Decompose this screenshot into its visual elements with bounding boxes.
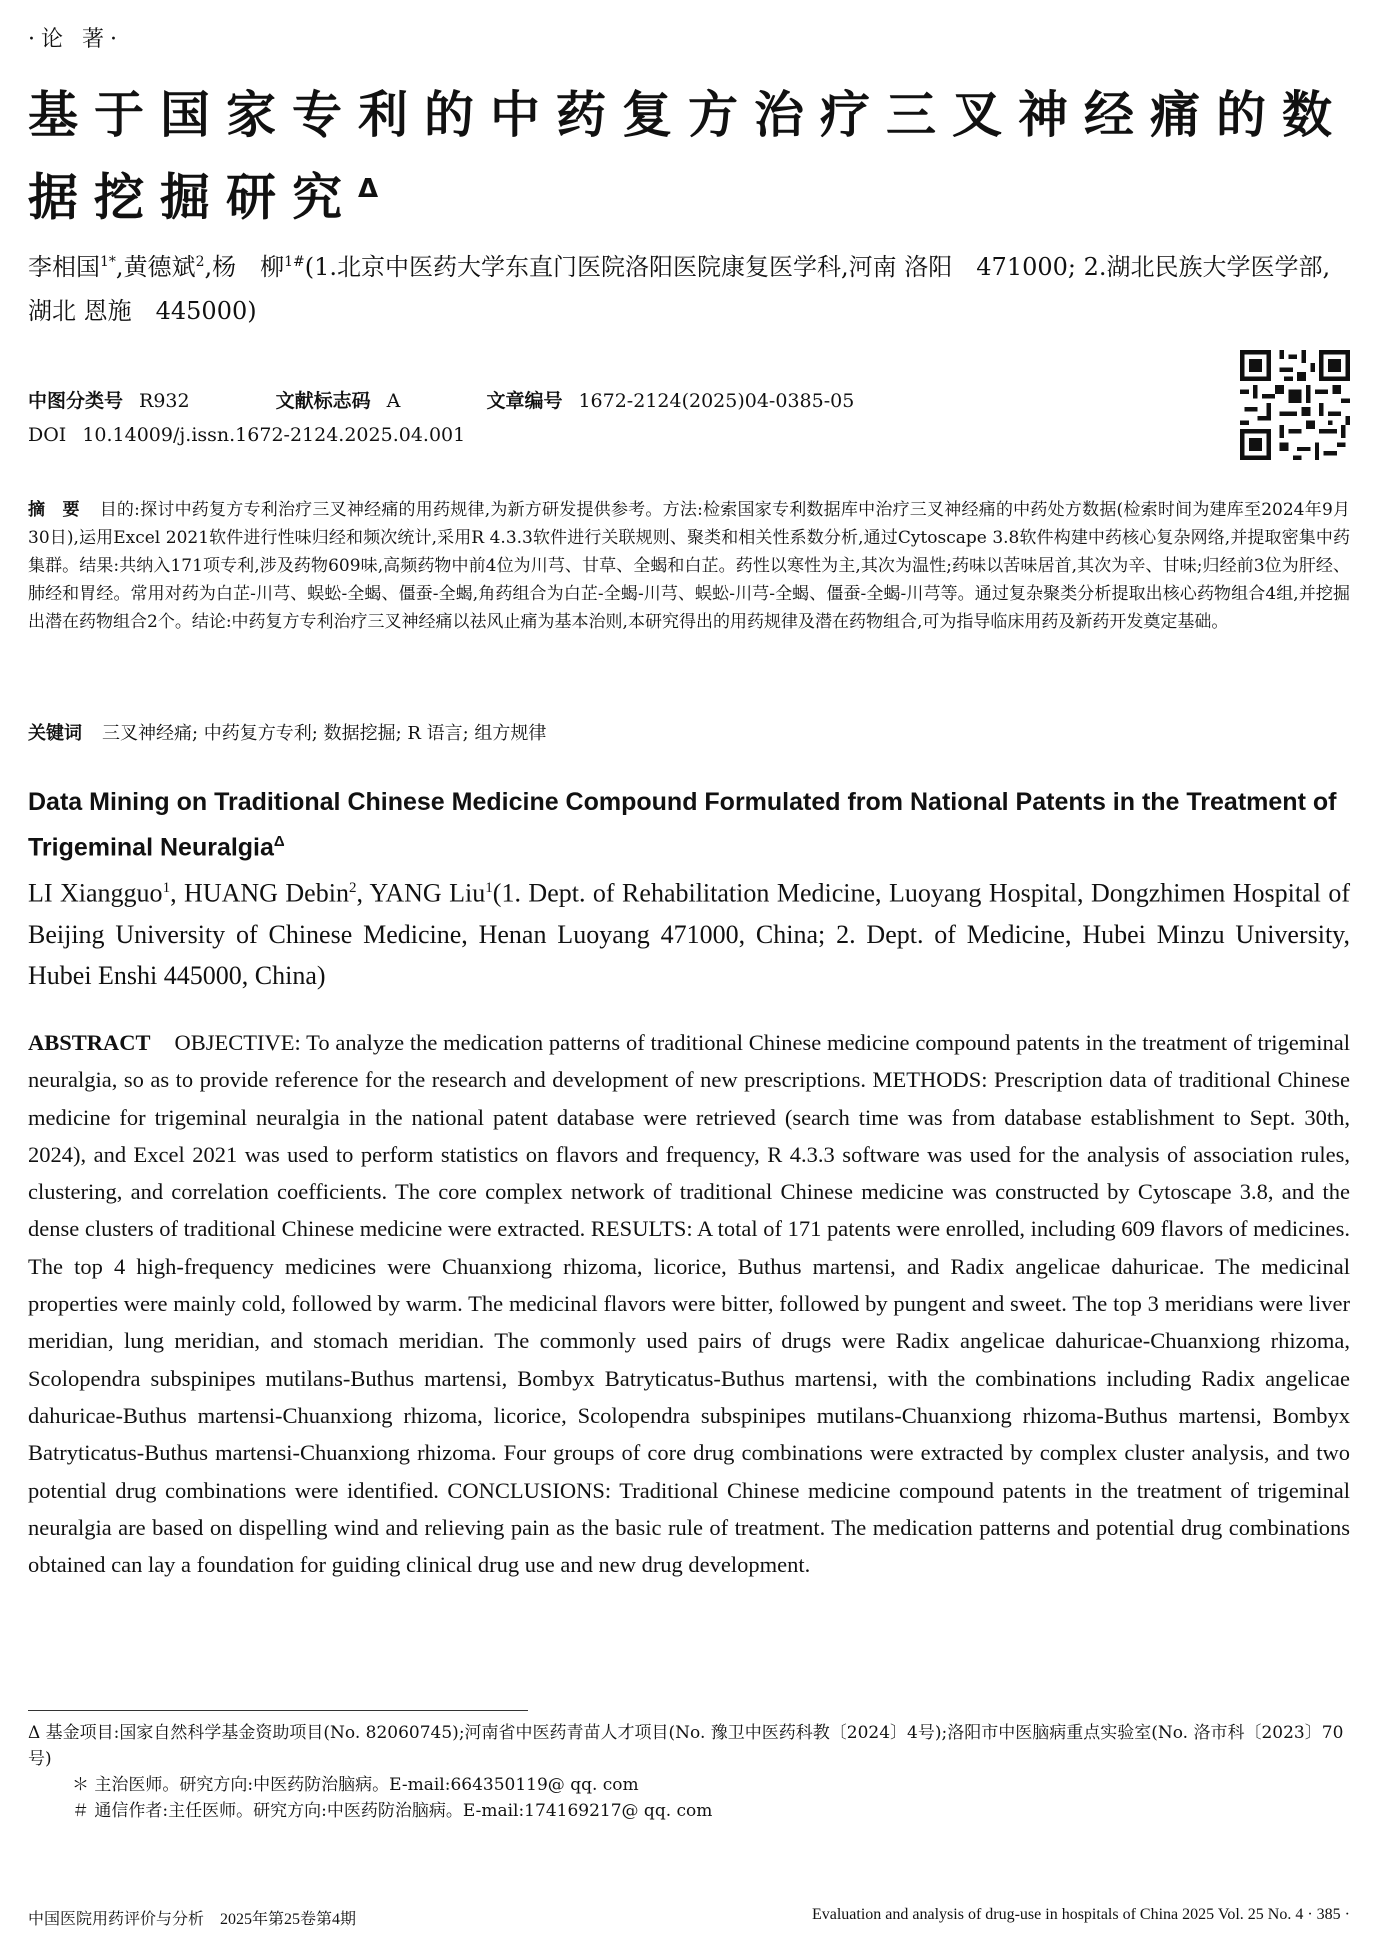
footnote-fund: Δ 基金项目:国家自然科学基金资助项目(No. 82060745);河南省中医药青苗人才项目(No. 豫卫中医药科教〔2024〕4号);洛阳市中医脑病重点实验室(No. 洛市科〔2023〕70号) <box>28 1723 1344 1769</box>
english-abstract-label: ABSTRACT <box>28 1030 151 1055</box>
english-authors: LI Xiangguo$^1$, HUANG Debin$^2$, YANG Liu$^1$(1. Dept. of Rehabilitation Medicine, Luoyang Hospital, Dongzhimen Hospital of Beijing University of Chinese Medicine, Henan Luoyang 471000, China; 2. Dept. of Medicine, Hubei Minzu University, Hubei Enshi 445000, China) <box>28 878 1350 990</box>
clc-label: 中图分类号 <box>28 390 124 412</box>
author-sup: 1# <box>284 254 305 270</box>
chinese-keywords-text: 三叉神经痛; 中药复方专利; 数据挖掘; R 语言; 组方规律 <box>102 723 547 744</box>
footer-journal-cn: 中国医院用药评价与分析 2025年第25卷第4期 <box>28 1911 357 1928</box>
clc-value: R932 <box>139 390 190 412</box>
author-name: 黄德斌 <box>123 253 196 281</box>
author-sup: 2 <box>195 254 205 270</box>
article-metadata <box>28 384 934 452</box>
footer-journal-en: Evaluation and analysis of drug-use in hospitals of China 2025 Vol. 25 No. 4 · 385 · <box>811 1906 1350 1923</box>
english-title-text: Data Mining on Traditional Chinese Medicine Compound Formulated from National Patents in the Treatment of Trigeminal Neuralgia <box>28 788 1337 862</box>
english-abstract <box>28 1024 1350 1583</box>
chinese-affiliations: (1.北京中医药大学东直门医院洛阳医院康复医学科,河南 洛阳 471000; 2.湖北民族大学医学部,湖北 恩施 445000) <box>28 253 1331 325</box>
chinese-keywords-label: 关键词 <box>28 723 82 744</box>
english-affiliations: (1. Dept. of Rehabilitation Medicine, Luoyang Hospital, Dongzhimen Hospital of Beijing University of Chinese Medicine, Henan Luoyang 471000, China; 2. Dept. of Medicine, Hubei Minzu University, Hubei Enshi 445000, China) <box>28 878 1350 990</box>
author-sup: 1* <box>100 254 116 270</box>
author-name: 李相国 <box>28 253 100 281</box>
author-name: YANG Liu <box>369 878 486 908</box>
article-no-label: 文章编号 <box>486 390 563 412</box>
chinese-title-text: 基于国家专利的中药复方治疗三叉神经痛的数据挖掘研究 <box>28 86 1348 227</box>
qr-code-icon <box>1240 350 1350 460</box>
author-sup: 1 <box>162 880 171 896</box>
english-abstract-text: OBJECTIVE: To analyze the medication patterns of traditional Chinese medicine compound patents in the treatment of trigeminal neuralgia, so as to provide reference for the research and development of new prescriptions. METHODS: Prescription data of traditional Chinese medicine for trigeminal neuralgia in the national patent database were retrieved (search time was from database establishment to Sept. 30th, 2024), and Excel 2021 was used to perform statistics on flavors and frequency, R 4.3.3 software was used for the analysis of association rules, clustering, and correlation coefficients. The core complex network of traditional Chinese medicine was constructed by Cytoscape 3.8, and the dense clusters of traditional Chinese medicine were extracted. RESULTS: A total of 171 patents were enrolled, including 609 flavors of medicines. The top 4 high-frequency medicines were Chuanxiong rhizoma, licorice, Buthus martensi, and Radix angelicae dahuricae. The medicinal properties were mainly cold, followed by warm. The medicinal flavors were bitter, followed by pungent and sweet. The top 3 meridians were liver meridian, lung meridian, and stomach meridian. The commonly used pairs of drugs were Radix angelicae dahuricae-Chuanxiong rhizoma, Scolopendra subspinipes mutilans-Buthus martensi, Bombyx Batryticatus-Buthus martensi, with the combinations including Radix angelicae dahuricae-Buthus martensi-Chuanxiong rhizoma, licorice, Scolopendra subspinipes mutilans-Chuanxiong rhizoma-Buthus martensi, Bombyx Batryticatus-Buthus martensi-Chuanxiong rhizoma. Four groups of core drug combinations were extracted by complex cluster analysis, and two potential drug combinations were identified. CONCLUSIONS: Traditional Chinese medicine compound patents in the treatment of trigeminal neuralgia are based on dispelling wind and relieving pain as the basic rule of treatment. The medication patterns and potential drug combinations obtained can lay a foundation for guiding clinical drug use and new drug development. <box>28 1030 1350 1578</box>
doc-code-value: A <box>386 390 401 412</box>
chinese-title-fund-mark: Δ <box>358 174 379 204</box>
article-no-value: 1672-2124(2025)04-0385-05 <box>578 390 855 412</box>
footnote-corresponding-author: ＃ 通信作者:主任医师。研究方向:中医药防治脑病。E-mail:174169217@ qq. com <box>72 1801 713 1821</box>
doi-value: 10.14009/j.issn.1672-2124.2025.04.001 <box>82 424 466 446</box>
chinese-abstract-label: 摘 要 <box>28 500 80 520</box>
doi-label: DOI <box>28 424 67 446</box>
doc-code-label: 文献标志码 <box>275 390 371 412</box>
author-name: HUANG Debin <box>184 878 349 908</box>
chinese-keywords <box>28 720 546 748</box>
footnote-first-author: ＊ 主治医师。研究方向:中医药防治脑病。E-mail:664350119@ qq. com <box>72 1775 639 1795</box>
author-sup: 2 <box>348 880 357 896</box>
section-tag: ·论 著· <box>28 27 123 52</box>
english-title-fund-mark: Δ <box>273 833 285 850</box>
english-title <box>28 782 1350 867</box>
footnote-divider <box>28 1710 528 1711</box>
author-name: 杨 柳 <box>212 253 285 281</box>
author-sup: 1 <box>485 880 493 896</box>
chinese-title <box>28 78 1348 235</box>
footnotes <box>28 1720 1350 1824</box>
author-name: LI Xiangguo <box>28 878 163 908</box>
chinese-authors: 李相国$^{1*}$,黄德斌$^2$,杨 柳$^{1\#}$(1.北京中医药大学东直门医院洛阳医院康复医学科,河南 洛阳 471000; 2.湖北民族大学医学部,湖北 恩施 445000) <box>28 253 1331 325</box>
chinese-abstract-text: 目的:探讨中药复方专利治疗三叉神经痛的用药规律,为新方研发提供参考。方法:检索国家专利数据库中治疗三叉神经痛的中药处方数据(检索时间为建库至2024年9月30日),运用Excel 2021软件进行性味归经和频次统计,采用R 4.3.3软件进行关联规则、聚类和相关性系数分析,通过Cytoscape 3.8软件构建中药核心复杂网络,并提取密集中药集群。结果:共纳入171项专利,涉及药物609味,高频药物中前4位为川芎、甘草、全蝎和白芷。药性以寒性为主,其次为温性;药味以苦味居首,其次为辛、甘味;归经前3位为肝经、肺经和胃经。常用对药为白芷-川芎、蜈蚣-全蝎、僵蚕-全蝎,角药组合为白芷-全蝎-川芎、蜈蚣-川芎-全蝎、僵蚕-全蝎-川芎等。通过复杂聚类分析提取出核心药物组合4组,并挖掘出潜在药物组合2个。结论:中药复方专利治疗三叉神经痛以祛风止痛为基本治则,本研究得出的用药规律及潜在药物组合,可为指导临床用药及新药开发奠定基础。 <box>28 500 1351 632</box>
chinese-abstract <box>28 496 1350 636</box>
